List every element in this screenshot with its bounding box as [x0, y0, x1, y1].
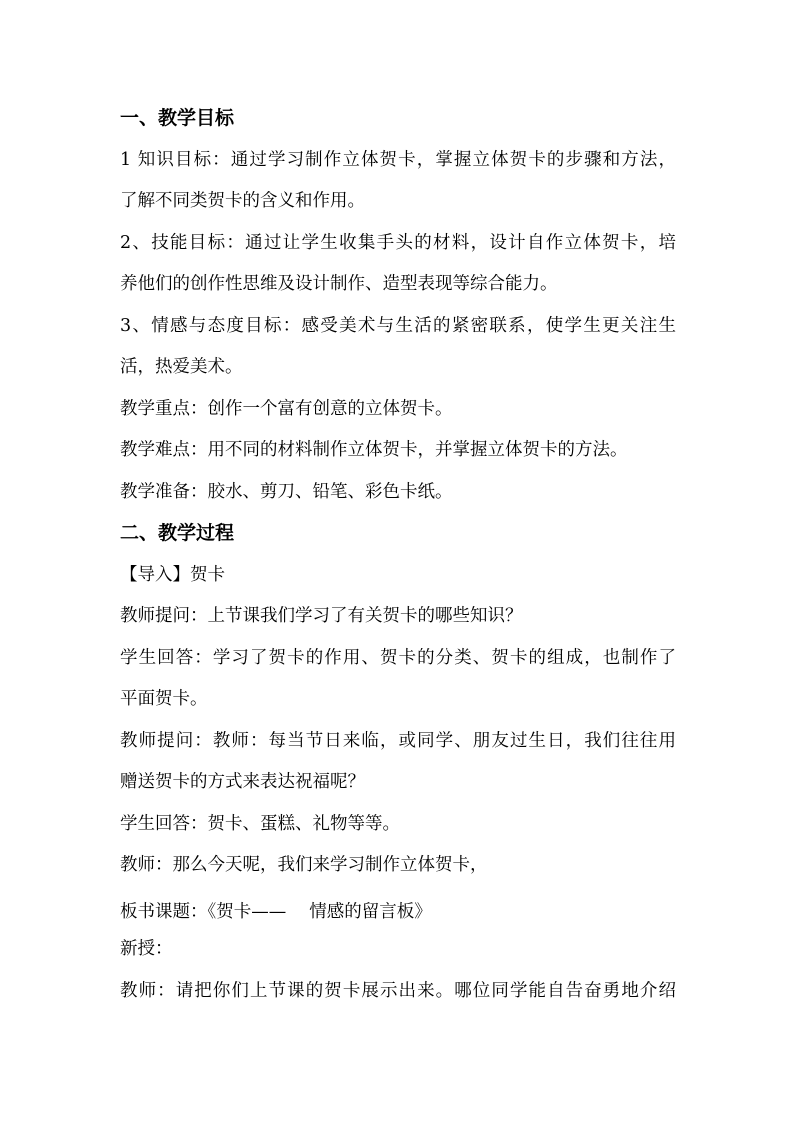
- paragraph-line: 教师提问：教师：每当节日来临，或同学、朋友过生日，我们往往用: [120, 731, 676, 751]
- paragraph-line: 活，热爱美术。: [120, 357, 243, 377]
- paragraph-line: 板书课题：《贺卡—— 情感的留言板》: [120, 902, 432, 922]
- paragraph-line: 了解不同类贺卡的含义和作用。: [120, 191, 365, 211]
- paragraph-line: 教学难点：用不同的材料制作立体贺卡，并掌握立体贺卡的方法。: [120, 440, 628, 460]
- paragraph-line: 养他们的创作性思维及设计制作、造型表现等综合能力。: [120, 274, 558, 294]
- section-heading-teaching-process: 二、教学过程: [120, 522, 235, 544]
- paragraph-line: 学生回答：贺卡、蛋糕、礼物等等。: [120, 814, 400, 834]
- paragraph-line: 教师：请把你们上节课的贺卡展示出来。哪位同学能自告奋勇地介绍: [120, 981, 676, 1001]
- paragraph-line: 赠送贺卡的方式来表达祝福呢？: [120, 772, 365, 792]
- paragraph-line: 教学重点：创作一个富有创意的立体贺卡。: [120, 399, 453, 419]
- paragraph-line: 教师：那么今天呢，我们来学习制作立体贺卡，: [120, 855, 488, 875]
- paragraph-line: 1 知识目标：通过学习制作立体贺卡，掌握立体贺卡的步骤和方法，: [120, 150, 676, 170]
- paragraph-line: 2、技能目标：通过让学生收集手头的材料，设计自作立体贺卡，培: [120, 233, 676, 253]
- paragraph-line: 3、情感与态度目标：感受美术与生活的紧密联系，使学生更关注生: [120, 316, 676, 336]
- paragraph-line: 【导入】贺卡: [120, 565, 225, 585]
- paragraph-line: 教学准备：胶水、剪刀、铅笔、彩色卡纸。: [120, 482, 453, 502]
- paragraph-line: 平面贺卡。: [120, 689, 208, 709]
- section-heading-teaching-goals: 一、教学目标: [120, 107, 235, 129]
- paragraph-line: 学生回答：学习了贺卡的作用、贺卡的分类、贺卡的组成，也制作了: [120, 648, 676, 668]
- paragraph-line: 教师提问：上节课我们学习了有关贺卡的哪些知识？: [120, 606, 523, 626]
- paragraph-line: 新授：: [120, 939, 173, 959]
